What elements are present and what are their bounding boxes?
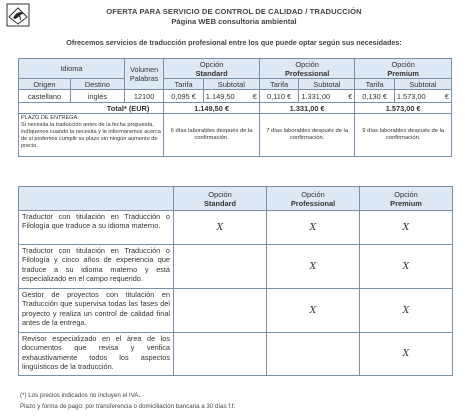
check-mark-icon: X	[267, 211, 360, 245]
delivery-note: PLAZO DE ENTREGA: Si necesita la traducción antes de la fecha propuesta, indíquenos cuando la necesita y le informaremos acerca de si podemos cumplir su plazo sin ningún aumento de precio.	[19, 114, 164, 157]
services-table	[18, 186, 453, 376]
origen-cell: castellano	[19, 90, 71, 103]
check-mark-icon: X	[360, 211, 453, 245]
service-row-label: Traductor con titulación en Traducción o Filología que traduce a su idioma materno.	[19, 211, 174, 245]
empty-cell	[267, 333, 360, 376]
delivery-standard: 6 días laborables después de la confirmación.	[164, 114, 260, 157]
check-mark-icon: X	[360, 289, 453, 333]
check-mark-icon: X	[267, 245, 360, 289]
service-row-label: Revisor especializado en el área de los documentos que revisa y verifica exhaustivamente todos los aspectos lingüísticos de la traducción.	[19, 333, 174, 376]
destino-header: Destino	[70, 79, 124, 90]
option-standard-header: Opción Standard	[164, 59, 260, 79]
payment-note: Plazo y forma de pago: por transferencia o domiciliación bancaria a 30 días f.f.	[20, 403, 236, 410]
destino-cell: inglés	[70, 90, 124, 103]
vat-note: (*) Los precios indicados no incluyen el IVA.	[20, 392, 141, 399]
subtotal-header: Subtotal	[394, 79, 451, 90]
idioma-header: Idioma	[19, 59, 125, 79]
service-row-label: Traductor con titulación en Traducción o Filología y cinco años de experiencia que traduce a su idioma materno y está especializado en el campo requerido.	[19, 245, 174, 289]
total-label: Total* (EUR)	[19, 103, 164, 114]
standard-subtotal-cell: 1.149,50 €	[203, 90, 259, 103]
page-title: OFERTA PARA SERVICIO DE CONTROL DE CALIDAD / TRADUCCIÓN	[106, 7, 362, 16]
total-standard: 1.149,50 €	[164, 103, 260, 114]
origen-header: Origen	[19, 79, 71, 90]
intro-text: Ofrecemos servicios de traducción profesional entre los que puede optar según sus necesidades:	[66, 38, 402, 47]
tarifa-header: Tarifa	[355, 79, 394, 90]
option-premium-header: Opción Premium	[360, 187, 453, 211]
empty-cell	[174, 245, 267, 289]
pricing-table	[18, 58, 452, 157]
delivery-premium: 9 días laborables después de la confirmación.	[355, 114, 452, 157]
option-professional-header: Opción Professional	[267, 187, 360, 211]
check-mark-icon: X	[360, 333, 453, 376]
subtotal-header: Subtotal	[299, 79, 355, 90]
premium-tarifa-cell: 0,130 €	[355, 90, 394, 103]
professional-tarifa-cell: 0,110 €	[259, 90, 298, 103]
delivery-professional: 7 días laborables después de la confirmación.	[259, 114, 355, 157]
service-row-label: Gestor de proyectos con titulación en Traducción que supervisa todas las fases del proyecto y realiza un control de calidad final antes de la entrega.	[19, 289, 174, 333]
total-professional: 1.331,00 €	[259, 103, 355, 114]
premium-subtotal-cell: 1.573,00 €	[394, 90, 451, 103]
volumen-header: Volumen Palabras	[124, 59, 163, 90]
empty-cell	[174, 289, 267, 333]
option-professional-header: Opción Professional	[259, 59, 355, 79]
check-mark-icon: X	[174, 211, 267, 245]
tarifa-header: Tarifa	[259, 79, 298, 90]
professional-subtotal-cell: 1.331,00 €	[299, 90, 355, 103]
option-premium-header: Opción Premium	[355, 59, 452, 79]
check-mark-icon: X	[360, 245, 453, 289]
total-premium: 1.573,00 €	[355, 103, 452, 114]
subtotal-header: Subtotal	[203, 79, 259, 90]
standard-tarifa-cell: 0,095 €	[164, 90, 203, 103]
page-subtitle: Página WEB consultoria ambiental	[171, 17, 297, 26]
tarifa-header: Tarifa	[164, 79, 203, 90]
services-corner	[19, 187, 174, 211]
check-mark-icon: X	[267, 289, 360, 333]
volumen-cell: 12100	[124, 90, 163, 103]
option-standard-header: Opción Standard	[174, 187, 267, 211]
empty-cell	[174, 333, 267, 376]
